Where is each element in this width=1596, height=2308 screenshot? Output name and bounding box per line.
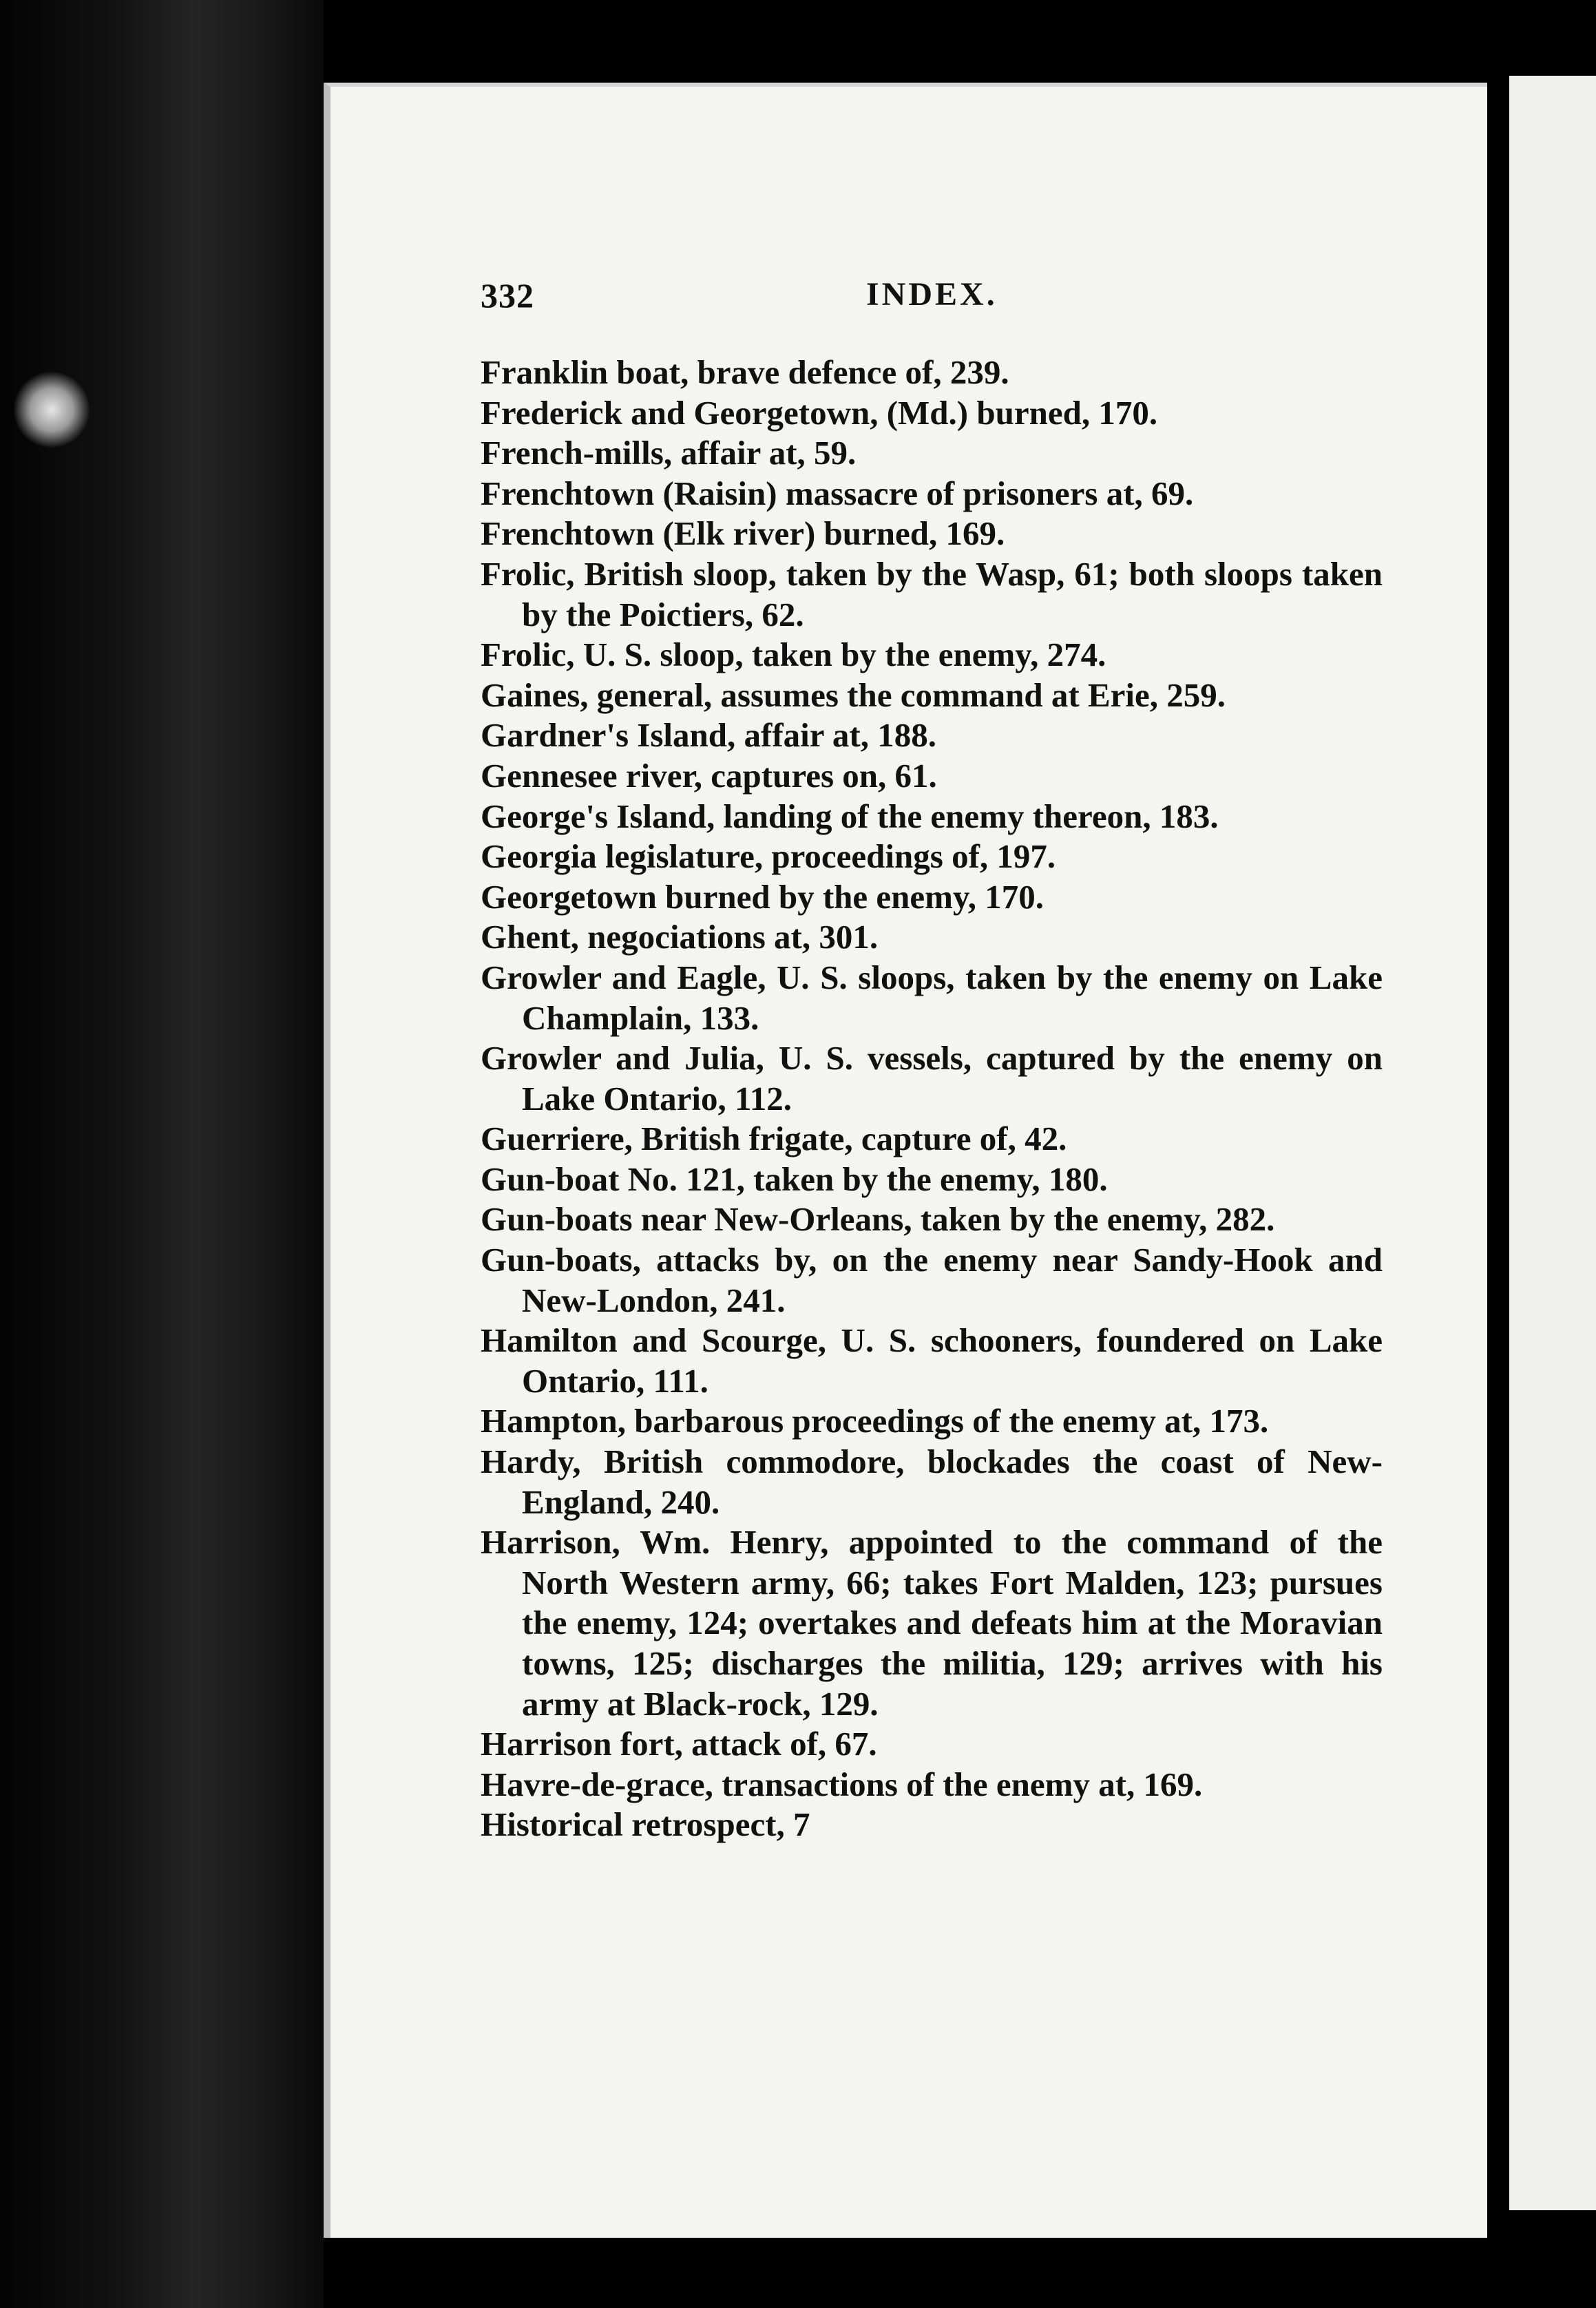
index-entry: George's Island, landing of the enemy thereon, 183.: [481, 797, 1219, 835]
index-entry: Guerriere, British frigate, capture of, 42.: [481, 1120, 1067, 1158]
index-entry: Havre-de-grace, transactions of the enemy at, 169.: [481, 1765, 1203, 1803]
index-entry: Growler and Eagle, U. S. sloops, taken by the enemy on Lake Champlain, 133.: [481, 958, 1383, 1037]
running-head: INDEX.: [866, 276, 998, 313]
index-entry: Frolic, British sloop, taken by the Wasp, 61; both sloops taken by the Poictiers, 62.: [481, 554, 1383, 633]
index-entry: Georgetown burned by the enemy, 170.: [481, 877, 1044, 916]
index-entry: Franklin boat, brave defence of, 239.: [481, 353, 1009, 391]
page-header: [481, 275, 1383, 324]
index-entry: Georgia legislature, proceedings of, 197.: [481, 837, 1056, 876]
index-entry: Gardner's Island, affair at, 188.: [481, 716, 936, 755]
index-entry: Frederick and Georgetown, (Md.) burned, 170.: [481, 393, 1158, 432]
facing-page-edge: [1509, 76, 1596, 2210]
index-entry: Gun-boat No. 121, taken by the enemy, 180.: [481, 1160, 1108, 1198]
index-entry: Gaines, general, assumes the command at Erie, 259.: [481, 675, 1226, 714]
index-entry: Hamilton and Scourge, U. S. schooners, foundered on Lake Ontario, 111.: [481, 1321, 1383, 1400]
spine-paper-fleck: [14, 372, 90, 448]
index-entry: Hardy, British commodore, blockades the coast of New-England, 240.: [481, 1442, 1383, 1521]
index-entry: Gennesee river, captures on, 61.: [481, 756, 937, 795]
index-entry: Hampton, barbarous proceedings of the enemy at, 173.: [481, 1402, 1269, 1440]
index-entry: Harrison, Wm. Henry, appointed to the command of the North Western army, 66; takes Fort Malden, 123; pursues the enemy, 124; overtakes and defeats him at the Moravian towns, 125; discharges the militia, 129; arrives with his army at Black-rock, 129.: [481, 1523, 1383, 1723]
index-entry: French-mills, affair at, 59.: [481, 434, 857, 472]
index-entries: [481, 353, 1383, 1845]
page-number: 332: [481, 276, 534, 315]
index-entry: Gun-boats, attacks by, on the enemy near Sandy-Hook and New-London, 241.: [481, 1241, 1383, 1319]
index-entry: Harrison fort, attack of, 67.: [481, 1725, 877, 1763]
index-entry: Historical retrospect, 7: [481, 1805, 810, 1844]
index-entry: Frolic, U. S. sloop, taken by the enemy, 274.: [481, 636, 1106, 674]
index-entry: Ghent, negociations at, 301.: [481, 918, 879, 956]
index-entry: Growler and Julia, U. S. vessels, captured by the enemy on Lake Ontario, 112.: [481, 1039, 1383, 1118]
index-entry: Frenchtown (Raisin) massacre of prisoners at, 69.: [481, 474, 1194, 512]
book-spine: [0, 0, 324, 2308]
index-entry: Frenchtown (Elk river) burned, 169.: [481, 514, 1005, 553]
index-entry: Gun-boats near New-Orleans, taken by the enemy, 282.: [481, 1200, 1275, 1239]
